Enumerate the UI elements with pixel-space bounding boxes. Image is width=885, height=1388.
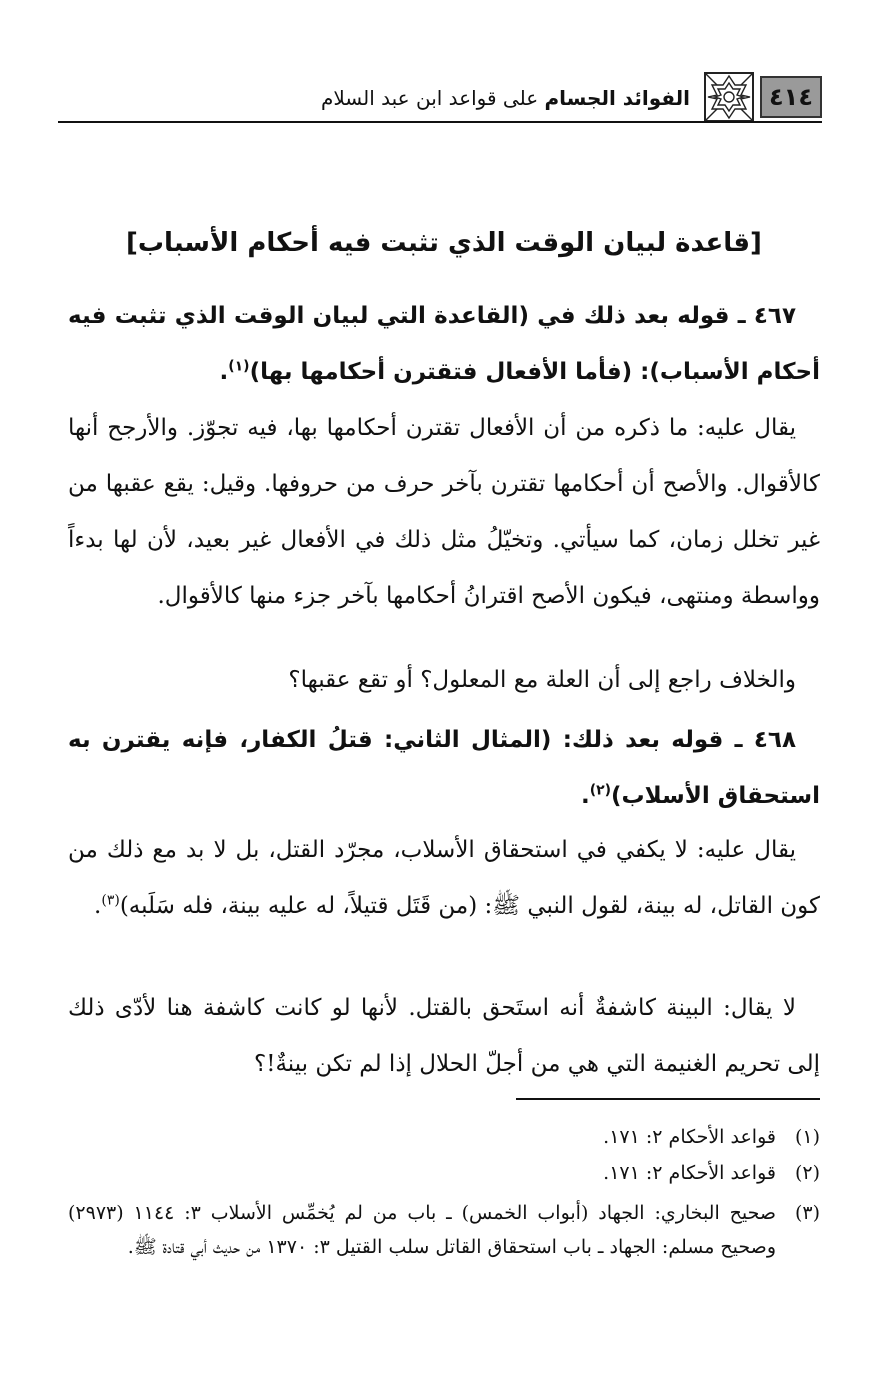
paragraph-text: يقال عليه: لا يكفي في استحقاق الأسلاب، مجرّد القتل، بل لا بد مع ذلك من كون القاتل، له بينة، لقول النبي ﷺ: (من قَتَل قتيلاً، له عليه بينة، فله سَلَبه) [68,837,820,919]
paragraph-text: ٤٦٧ ـ قوله بعد ذلك في (القاعدة التي لبيان الوقت الذي تثبت فيه أحكام الأسباب): (فأما الأفعال فتقترن أحكامها بها) [68,303,820,385]
running-header [58,70,822,126]
footnote-number: (١) [794,1126,820,1148]
header-rule [58,121,822,123]
footnote-ref-3: (٣) [101,892,120,909]
footnote-text: صحيح البخاري: الجهاد (أبواب الخمس) ـ باب من لم يُخمِّس الأسلاب ٣: ١١٤٤ (٢٩٧٣) وصحيح مسلم: الجهاد ـ باب استحقاق القاتل سلب القتيل ٣: ١٣٧٠ من حديث أبي قتادة ﷺ. [68,1202,777,1258]
paragraph-tail: . [94,893,102,919]
footnote-separator [516,1098,820,1100]
running-title-rest: على قواعد ابن عبد السلام [320,86,539,110]
running-title-bold: الفوائد الجسام [544,86,690,110]
paragraph-text: يقال عليه: ما ذكره من أن الأفعال تقترن أحكامها بها، فيه تجوّز. والأرجح أنها كالأقوال. والأصح أن أحكامها تقترن بآخر حرف من حروفها. وقيل: يقع عقبها من غير تخلل زمان، كما سيأتي. وتخيّلُ مثل ذلك في الأفعال غير بعيد، لأن لها بدءاً وواسطة ومنتهى، فيكون الأصح اقترانُ أحكامها بآخر جزء منها كالأقوال. [68,415,820,609]
paragraph-468 [68,712,820,824]
paragraph-commentary-2 [68,652,820,708]
paragraph-commentary-4 [68,980,820,1092]
footnote-ref-1: (١) [228,358,250,375]
footnote-number: (٣) [794,1202,820,1224]
paragraph-text: ٤٦٨ ـ قوله بعد ذلك: (المثال الثاني: قتلُ الكفار، فإنه يقترن به استحقاق الأسلاب) [68,727,820,809]
paragraph-text: والخلاف راجع إلى أن العلة مع المعلول؟ أو تقع عقبها؟ [288,667,796,693]
paragraph-tail: . [580,783,590,809]
footnote-text: قواعد الأحكام ٢: ١٧١. [603,1162,776,1184]
paragraph-467 [68,288,820,400]
paragraph-tail: . [219,359,229,385]
section-title: [قاعدة لبيان الوقت الذي تثبت فيه أحكام الأسباب] [126,228,762,258]
running-title [321,86,690,110]
footnote-3 [68,1196,820,1264]
footnote-ref-2: (٢) [589,782,612,799]
paragraph-commentary-1 [68,400,820,624]
paragraph-commentary-3 [68,822,820,934]
footnote-text: قواعد الأحكام ٢: ١٧١. [603,1126,776,1148]
page-number: ٤١٤ [760,76,822,118]
footnote-2 [68,1156,820,1190]
islamic-geometric-ornament-icon [704,72,754,122]
footnote-1 [68,1120,820,1154]
paragraph-text: لا يقال: البينة كاشفةٌ أنه استَحق بالقتل. لأنها لو كانت كاشفة هنا لأدّى ذلك إلى تحريم الغنيمة التي هي من أجلّ الحلال إذا لم تكن بينةٌ!؟ [68,995,820,1077]
footnote-number: (٢) [794,1162,820,1184]
